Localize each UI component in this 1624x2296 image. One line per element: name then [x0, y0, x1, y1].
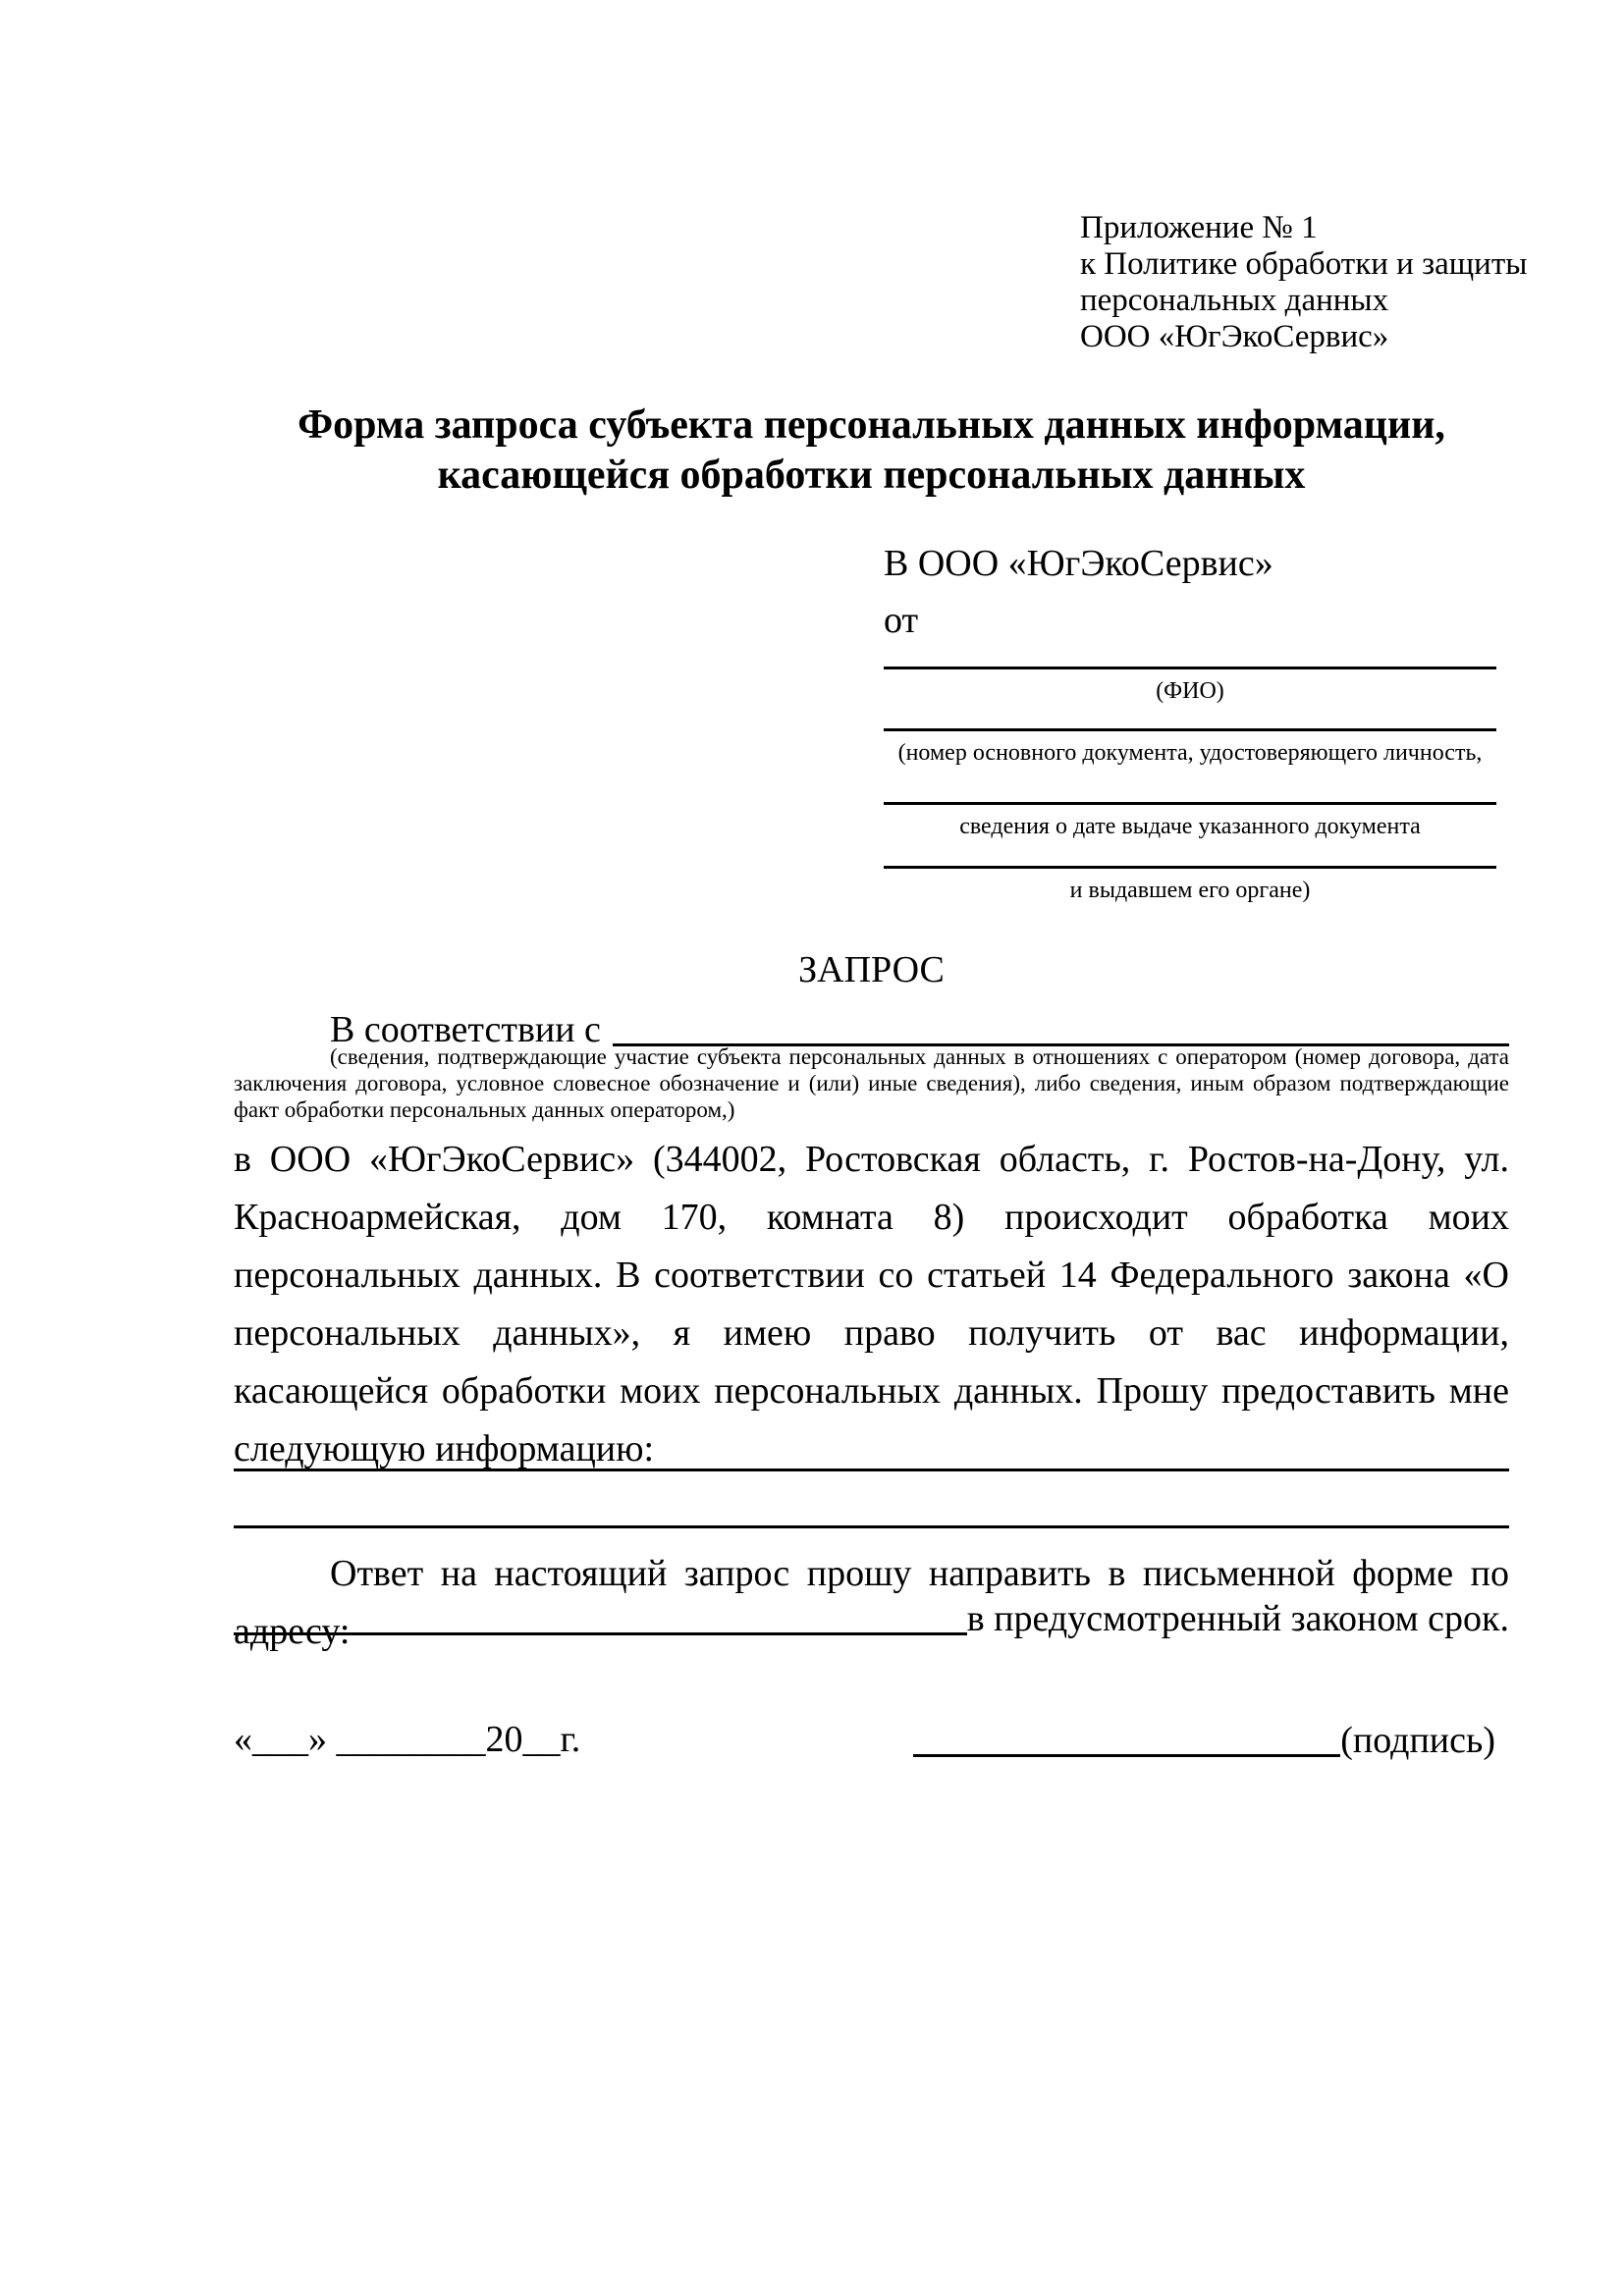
doc-issue-date-fill-line: [884, 802, 1496, 805]
address-fill-line: [234, 1632, 967, 1635]
appendix-header: [1080, 210, 1527, 355]
appendix-line-3: персональных данных: [1080, 283, 1389, 318]
signature-caption: (подпись): [1340, 1720, 1495, 1761]
doc-number-fill-line: [884, 728, 1496, 731]
info-fill-line-1: [234, 1468, 1509, 1471]
date-blank: «___» ________20__г.: [234, 1719, 581, 1760]
fio-caption: (ФИО): [1156, 678, 1224, 704]
address-row: [234, 1592, 1509, 1641]
fio-fill-line: [884, 667, 1496, 669]
document-title: Форма запроса субъекта персональных данных информации, касающейся обработки персональных данных: [298, 402, 1445, 498]
signature-row: [913, 1716, 1495, 1763]
appendix-line-2: к Политике обработки и защиты: [1080, 246, 1528, 282]
info-fill-line-2: [234, 1525, 1509, 1528]
request-heading: ЗАПРОС: [798, 949, 945, 990]
doc-number-caption: (номер основного документа, удостоверяющего личность,: [897, 740, 1483, 766]
reply-suffix: в предусмотренный законом срок.: [966, 1598, 1509, 1639]
doc-issuer-fill-line: [884, 866, 1496, 869]
accordance-note: (сведения, подтверждающие участие субъекта персональных данных в отношениях с оператором (номер договора, дата заключения договора, условное словесное обозначение и (или) иные сведения), либо сведения, иным образом подтверждающие факт обработки персональных данных оператором,): [234, 1044, 1509, 1122]
recipient-from-label: от: [884, 600, 919, 641]
accordance-lead: В соответствии с: [330, 1009, 601, 1050]
recipient-to: В ООО «ЮгЭкоСервис»: [884, 543, 1273, 584]
appendix-line-1: Приложение № 1: [1080, 210, 1318, 245]
signature-fill-line: [913, 1754, 1340, 1757]
doc-issuer-caption: и выдавшем его органе): [1069, 878, 1311, 903]
reply-paragraph: Ответ на настоящий запрос прошу направить в письменной форме по адресу:: [234, 1553, 1509, 1652]
doc-issue-date-caption: сведения о дате выдаче указанного документа: [959, 814, 1421, 839]
body-paragraph: в ООО «ЮгЭкоСервис» (344002, Ростовская область, г. Ростов-на-Дону, ул. Красноармейская, дом 170, комната 8) происходит обработка моих персональных данных. В соответствии со статьей 14 Федерального закона «О персональных данных», я имею право получить от вас информации, касающейся обработки моих персональных данных. Прошу предоставить мне следующую информацию:: [234, 1139, 1509, 1469]
appendix-line-4: ООО «ЮгЭкоСервис»: [1080, 319, 1389, 354]
